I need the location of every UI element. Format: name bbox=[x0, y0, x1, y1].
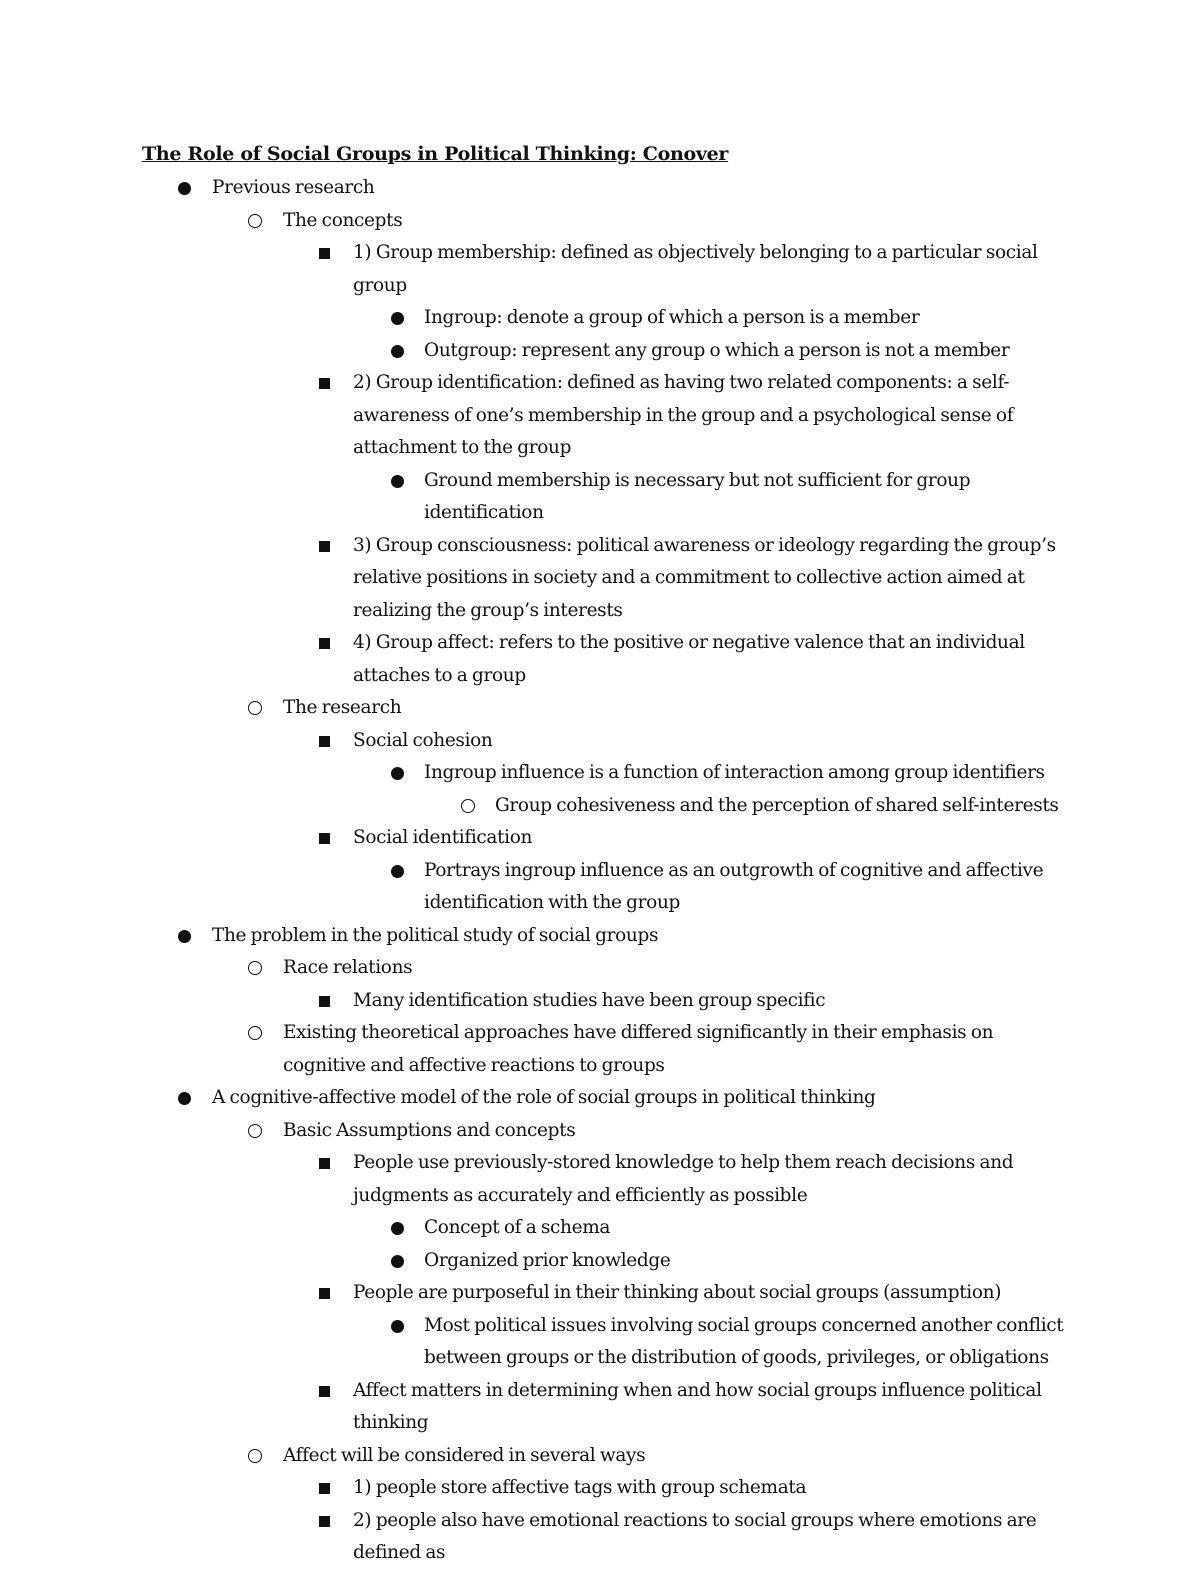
square-bullet-icon bbox=[319, 541, 330, 552]
list-item bbox=[0, 172, 1200, 205]
list-item bbox=[0, 530, 1200, 628]
list-item-text: The problem in the political study of social groups bbox=[212, 924, 659, 946]
square-bullet-icon bbox=[319, 996, 330, 1007]
list-item-text: 4) Group affect: refers to the positive or negative valence that an individual attaches to a group bbox=[353, 632, 1025, 686]
list-item bbox=[0, 1375, 1200, 1440]
list-item-text: A cognitive-affective model of the role of social groups in political thinking bbox=[212, 1087, 876, 1108]
filled-bullet-icon bbox=[391, 865, 404, 878]
filled-bullet-icon bbox=[178, 182, 191, 195]
list-item-text: Many identification studies have been group specific bbox=[353, 989, 826, 1011]
list-item bbox=[0, 952, 1200, 985]
list-item-text: The concepts bbox=[283, 209, 403, 231]
list-item-text: Social identification bbox=[353, 827, 533, 848]
list-item bbox=[0, 1082, 1200, 1115]
filled-bullet-icon bbox=[391, 767, 404, 780]
list-item bbox=[0, 627, 1200, 692]
filled-bullet-icon bbox=[178, 930, 191, 943]
list-item bbox=[0, 855, 1200, 920]
list-item-text: Previous research bbox=[212, 177, 375, 198]
list-item bbox=[0, 1147, 1200, 1212]
hollow-bullet-icon bbox=[248, 961, 262, 975]
list-item-text: Portrays ingroup influence as an outgrowth of cognitive and affective identification with the group bbox=[424, 859, 1044, 913]
list-item-text: Race relations bbox=[283, 957, 413, 978]
square-bullet-icon bbox=[319, 1288, 330, 1299]
square-bullet-icon bbox=[319, 833, 330, 844]
filled-bullet-icon bbox=[391, 1320, 404, 1333]
page-title: The Role of Social Groups in Political Thinking: Conover bbox=[142, 143, 729, 165]
list-item bbox=[0, 1115, 1200, 1148]
list-item-text: 3) Group consciousness: political awareness or ideology regarding the group’s relative positions in society and a commitment to collective action aimed at realizing the group’s interests bbox=[353, 534, 1056, 621]
list-item-text: 2) Group identification: defined as having two related components: a self-awareness of one’s membership in the group and a psychological sense of attachment to the group bbox=[353, 372, 1014, 458]
list-item-text: Outgroup: represent any group o which a person is not a member bbox=[424, 339, 1010, 361]
hollow-bullet-icon bbox=[461, 799, 475, 813]
list-item-text: Ingroup: denote a group of which a person is a member bbox=[424, 307, 920, 328]
square-bullet-icon bbox=[319, 638, 330, 649]
square-bullet-icon bbox=[319, 1516, 330, 1527]
list-item bbox=[0, 367, 1200, 465]
list-item bbox=[0, 790, 1200, 823]
list-item-text: 1) Group membership: defined as objectively belonging to a particular social group bbox=[353, 242, 1038, 296]
list-item bbox=[0, 205, 1200, 238]
list-item-text: 2) people also have emotional reactions to social groups where emotions are defined as bbox=[353, 1509, 1037, 1563]
list-item bbox=[0, 1440, 1200, 1473]
square-bullet-icon bbox=[319, 248, 330, 259]
hollow-bullet-icon bbox=[248, 1449, 262, 1463]
filled-bullet-icon bbox=[391, 475, 404, 488]
list-item bbox=[0, 1277, 1200, 1310]
square-bullet-icon bbox=[319, 1483, 330, 1494]
list-item bbox=[0, 985, 1200, 1018]
filled-bullet-icon bbox=[391, 1255, 404, 1268]
outline-list bbox=[0, 172, 1200, 1570]
list-item-text: People use previously-stored knowledge to help them reach decisions and judgments as accurately and efficiently as possible bbox=[353, 1152, 1014, 1206]
list-item bbox=[0, 1472, 1200, 1505]
list-item-text: Group cohesiveness and the perception of shared self-interests bbox=[495, 794, 1059, 816]
list-item bbox=[0, 920, 1200, 953]
list-item-text: Most political issues involving social groups concerned another conflict between groups or the distribution of goods, privileges, or obligations bbox=[424, 1314, 1064, 1368]
list-item-text: Affect matters in determining when and how social groups influence political thinking bbox=[353, 1379, 1042, 1433]
list-item-text: Social cohesion bbox=[353, 729, 493, 751]
hollow-bullet-icon bbox=[248, 214, 262, 228]
list-item bbox=[0, 465, 1200, 530]
list-item-text: People are purposeful in their thinking about social groups (assumption) bbox=[353, 1282, 1002, 1303]
filled-bullet-icon bbox=[391, 312, 404, 325]
list-item-text: Basic Assumptions and concepts bbox=[283, 1119, 576, 1141]
list-item bbox=[0, 1505, 1200, 1570]
list-item bbox=[0, 1310, 1200, 1375]
list-item bbox=[0, 822, 1200, 855]
list-item-text: 1) people store affective tags with group schemata bbox=[353, 1477, 807, 1498]
list-item bbox=[0, 1017, 1200, 1082]
square-bullet-icon bbox=[319, 736, 330, 747]
list-item bbox=[0, 302, 1200, 335]
list-item-text: Organized prior knowledge bbox=[424, 1249, 671, 1271]
filled-bullet-icon bbox=[391, 1222, 404, 1235]
list-item-text: Ground membership is necessary but not sufficient for group identification bbox=[424, 469, 971, 523]
hollow-bullet-icon bbox=[248, 1026, 262, 1040]
square-bullet-icon bbox=[319, 1386, 330, 1397]
square-bullet-icon bbox=[319, 378, 330, 389]
list-item bbox=[0, 237, 1200, 302]
hollow-bullet-icon bbox=[248, 701, 262, 715]
list-item-text: Existing theoretical approaches have differed significantly in their emphasis on cognitive and affective reactions to groups bbox=[283, 1022, 994, 1076]
filled-bullet-icon bbox=[391, 345, 404, 358]
list-item-text: Affect will be considered in several ways bbox=[283, 1444, 646, 1466]
square-bullet-icon bbox=[319, 1158, 330, 1169]
list-item-text: The research bbox=[283, 697, 402, 718]
list-item bbox=[0, 1245, 1200, 1278]
list-item bbox=[0, 757, 1200, 790]
list-item bbox=[0, 725, 1200, 758]
filled-bullet-icon bbox=[178, 1092, 191, 1105]
list-item-text: Ingroup influence is a function of interaction among group identifiers bbox=[424, 762, 1045, 783]
list-item-text: Concept of a schema bbox=[424, 1217, 611, 1238]
hollow-bullet-icon bbox=[248, 1124, 262, 1138]
list-item bbox=[0, 1212, 1200, 1245]
list-item bbox=[0, 335, 1200, 368]
list-item bbox=[0, 692, 1200, 725]
